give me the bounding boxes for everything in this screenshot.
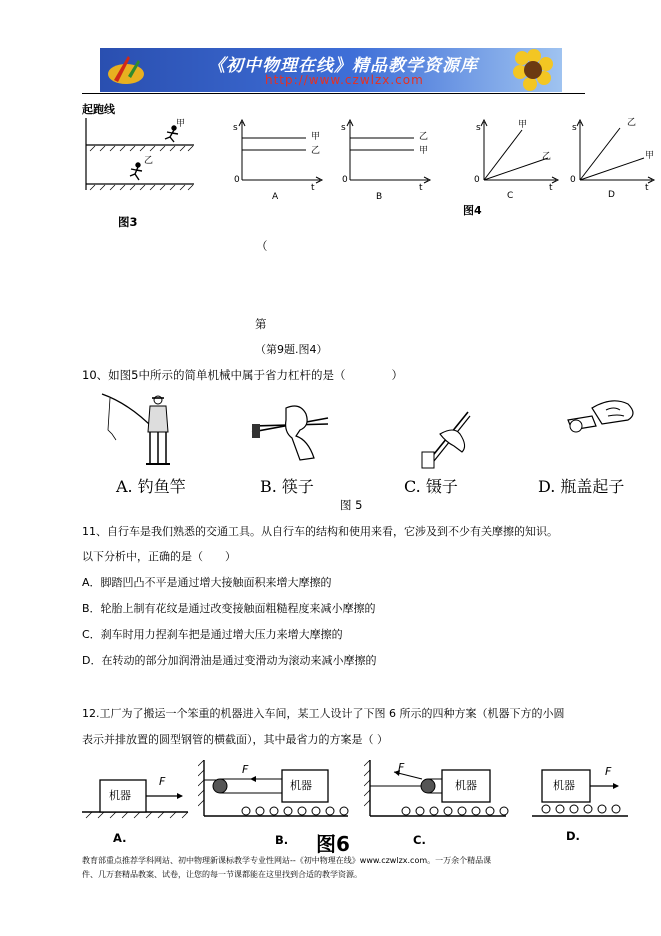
- stray-di: 第: [255, 317, 267, 331]
- graph-c-jia: 甲: [518, 120, 528, 130]
- diagram-c-force: F: [398, 761, 405, 774]
- sunflower-icon: [504, 46, 562, 94]
- graph-b-label: B: [376, 192, 383, 202]
- diagram-c: [364, 760, 510, 822]
- graph-c-t-axis: t: [549, 183, 553, 193]
- header-banner: [100, 48, 562, 92]
- option-c-tweezers: C. 镊子: [404, 477, 458, 496]
- bottle-opener-image: [562, 396, 642, 436]
- site-logo: [104, 52, 148, 88]
- tweezers-image: [410, 406, 480, 470]
- runner-yi-label: 乙: [144, 156, 154, 166]
- graph-a-yi: 乙: [311, 146, 321, 156]
- question-11-line-2: 以下分析中，正确的是（ ）: [82, 550, 236, 563]
- graph-a-origin: 0: [234, 175, 240, 185]
- graph-c-origin: 0: [474, 175, 480, 185]
- graph-a-t-axis: t: [311, 183, 315, 193]
- graph-d-yi: 乙: [627, 118, 637, 128]
- figure-3-caption: 图3: [118, 215, 138, 229]
- graph-b-t-axis: t: [419, 183, 423, 193]
- graph-a-s-axis: s: [233, 123, 238, 133]
- diagram-c-label: C.: [413, 833, 426, 847]
- question-11-option-d: D．在转动的部分加润滑油是通过变滑动为滚动来减小摩擦的: [82, 654, 377, 667]
- runner-yi-icon: [130, 163, 142, 180]
- figure-4-caption: 图4: [463, 204, 482, 217]
- graph-a-jia: 甲: [311, 132, 321, 142]
- runner-jia-label: 甲: [176, 119, 186, 129]
- chopsticks-image: [244, 396, 330, 462]
- question-11-option-b: B．轮胎上制有花纹是通过改变接触面粗糙程度来减小摩擦的: [82, 602, 376, 615]
- graph-d-t-axis: t: [645, 183, 649, 193]
- start-line-label: 起跑线: [82, 103, 115, 116]
- figure-6-caption: 图6: [316, 832, 350, 856]
- graph-c-yi: 乙: [542, 152, 552, 162]
- option-d-bottle-opener: D. 瓶盖起子: [538, 477, 625, 496]
- question-11-option-c: C．刹车时用力捏刹车把是通过增大压力来增大摩擦的: [82, 628, 343, 641]
- question-12-line-2: 表示并排放置的圆型钢管的横截面），其中最省力的方案是（ ）: [82, 733, 388, 746]
- graph-b-origin: 0: [342, 175, 348, 185]
- diagram-d: [532, 762, 630, 822]
- banner-url[interactable]: http://www.czwlzx.com: [265, 73, 424, 87]
- option-a-fishing-rod: A. 钓鱼竿: [116, 477, 186, 496]
- graph-d-label: D: [608, 190, 615, 200]
- question-11-line-1: 11、自行车是我们熟悉的交通工具。从自行车的结构和使用来看，它涉及到不少有关摩擦的知识。: [82, 525, 558, 538]
- question-11-option-a: A．脚踏凹凸不平是通过增大接触面积来增大摩擦的: [82, 576, 332, 589]
- diagram-b: [198, 760, 352, 822]
- header-rule: [82, 93, 585, 94]
- diagram-c-machine: 机器: [455, 779, 477, 792]
- graph-b-yi: 乙: [419, 132, 429, 142]
- diagram-a: [82, 762, 190, 820]
- graph-b-s-axis: s: [341, 123, 346, 133]
- diagram-b-label: B.: [275, 833, 289, 847]
- banner-title: 《初中物理在线》精品教学资源库: [208, 56, 478, 76]
- graph-d-jia: 甲: [645, 151, 655, 161]
- diagram-a-force: F: [159, 775, 166, 788]
- diagram-a-machine: 机器: [109, 789, 131, 802]
- diagram-a-label: A.: [113, 831, 127, 845]
- fishing-rod-image: [100, 390, 190, 470]
- diagram-b-force: F: [242, 763, 249, 776]
- stray-paren: （: [256, 239, 268, 253]
- graph-b-jia: 甲: [419, 146, 429, 156]
- diagram-d-label: D.: [566, 829, 580, 843]
- diagram-d-machine: 机器: [553, 779, 575, 792]
- footer-line-1: 教育部重点推荐学科网站、初中物理新课标教学专业性网站--《初中物理在线》www.czwlzx.com。一万余个精品课: [82, 856, 492, 865]
- graph-a-label: A: [272, 192, 279, 202]
- graph-c-s-axis: s: [476, 123, 481, 133]
- graph-d-s-axis: s: [572, 123, 577, 133]
- diagram-b-machine: 机器: [290, 779, 312, 792]
- option-b-chopsticks: B. 筷子: [260, 477, 314, 496]
- figure-9-caption: （第9题.图4）: [255, 343, 328, 356]
- diagram-d-force: F: [605, 765, 612, 778]
- question-10-text: 10、如图5中所示的简单机械中属于省力杠杆的是（ ）: [82, 368, 403, 382]
- footer-line-2: 件、几万套精品教案、试卷，让您的每一节课都能在这里找到合适的教学资源。: [82, 870, 362, 879]
- graph-d-origin: 0: [570, 175, 576, 185]
- question-12-line-1: 12.工厂为了搬运一个笨重的机器进入车间，某工人设计了下图 6 所示的四种方案（机器下方的小圆: [82, 707, 565, 720]
- graph-c-label: C: [507, 191, 514, 201]
- figure-5-caption: 图 5: [340, 498, 363, 512]
